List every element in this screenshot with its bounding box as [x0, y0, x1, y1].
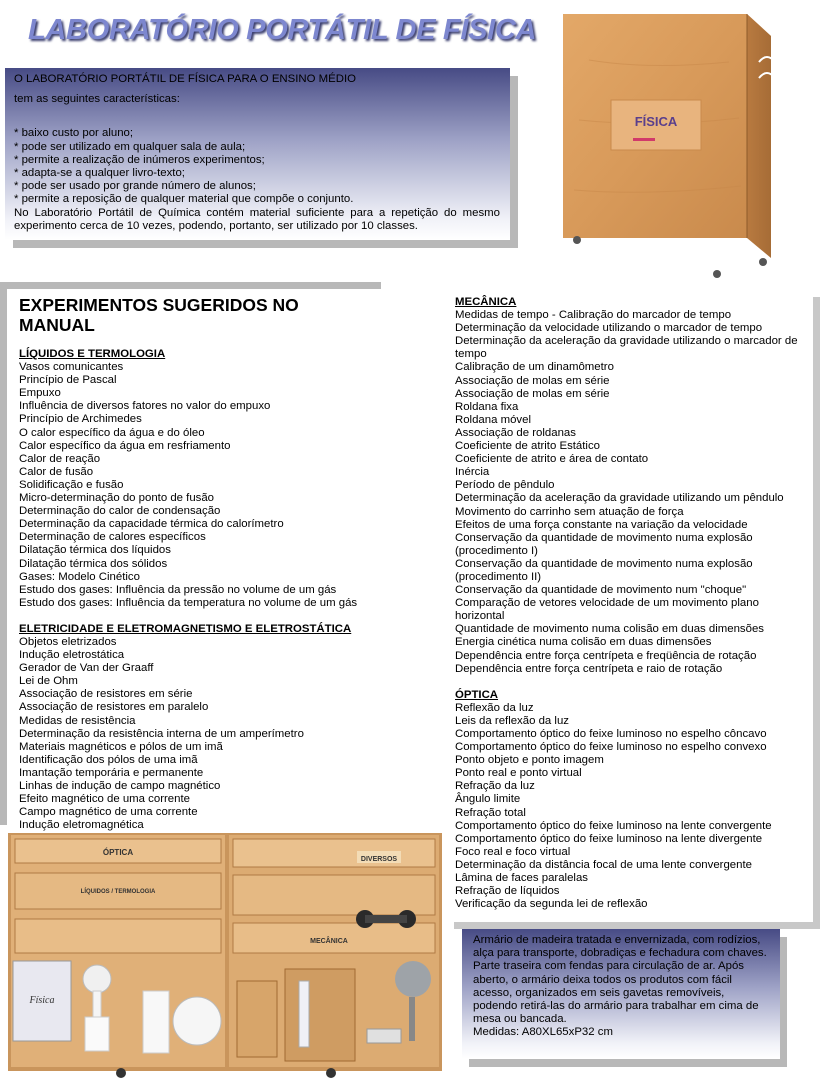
list-item: Determinação do calor de condensação: [19, 505, 221, 518]
intro-bullet: * permite a reposição de qualquer material que compõe o conjunto.: [14, 193, 354, 206]
experiments-heading: EXPERIMENTOS SUGERIDOS NO MANUAL: [19, 295, 299, 335]
list-item: Associação de roldanas: [455, 426, 576, 439]
description-box: [462, 929, 780, 1059]
intro-line-2: tem as seguintes características:: [14, 93, 180, 106]
list-item: Inércia: [455, 466, 490, 479]
intro-line-1: O LABORATÓRIO PORTÁTIL DE FÍSICA PARA O ENSINO MÉDIO: [14, 73, 356, 85]
list-item: Coeficiente de atrito e área de contato: [455, 453, 649, 466]
list-item: Campo magnético de uma corrente: [19, 806, 198, 819]
list-item: Determinação de calores específicos: [19, 531, 206, 544]
list-item: Comparação de vetores velocidade de um movimento plano horizontal: [455, 597, 759, 623]
intro-closing: No Laboratório Portátil de Química contém material suficiente para a repetição do mesmo experimento cerca de 10 vezes, podendo, portanto, ser utilizado por 10 classes.: [14, 206, 500, 232]
list-item: Refração de líquidos: [455, 885, 560, 898]
list-item: Conservação da quantidade de movimento numa explosão (procedimento II): [455, 557, 753, 583]
intro-box: [5, 68, 510, 240]
list-item: Linhas de indução de campo magnético: [19, 780, 221, 792]
list-item: Foco real e foco virtual: [455, 845, 571, 858]
list-item: Conservação da quantidade de movimento num "choque": [455, 584, 747, 597]
list-item: Vasos comunicantes: [19, 361, 124, 374]
list-item: Calibração de um dinamômetro: [455, 361, 614, 374]
list-item: Indução eletromagnética: [19, 819, 144, 832]
list-item: Imantação temporária e permanente: [19, 766, 204, 779]
section-title-optica: ÓPTICA: [455, 688, 499, 701]
intro-bullet: * baixo custo por aluno;: [14, 127, 134, 140]
list-item: Gerador de Van der Graaff: [19, 662, 154, 675]
list-item: Solidificação e fusão: [19, 478, 124, 491]
list-item: Associação de resistores em série: [19, 688, 193, 701]
section-title-eletricidade: ELETRICIDADE E ELETROMAGNETISMO E ELETROSTÁTICA: [19, 622, 352, 635]
list-item: Movimento do carrinho sem atuação de força: [455, 505, 684, 518]
list-item: Roldana fixa: [455, 400, 519, 413]
dimensions-text: Medidas: A80XL65xP32 cm: [473, 1026, 613, 1039]
list-item: Princípio de Pascal: [19, 374, 117, 387]
list-item: Comportamento óptico do feixe luminoso na lente convergente: [455, 819, 772, 832]
list-item: Coeficiente de atrito Estático: [455, 440, 600, 453]
list-item: Micro-determinação do ponto de fusão: [19, 492, 215, 505]
intro-bullet: * pode ser usado por grande número de alunos;: [14, 180, 256, 193]
list-item: Associação de resistores em paralelo: [19, 701, 209, 714]
intro-bullet: * permite a realização de inúmeros experimentos;: [14, 153, 265, 166]
list-item: Determinação da velocidade utilizando o marcador de tempo: [455, 322, 763, 335]
intro-bullet: * adapta-se a qualquer livro-texto;: [14, 167, 185, 180]
list-item: Determinação da distância focal de uma lente convergente: [455, 858, 752, 871]
list-item: Determinação da resistência interna de um amperímetro: [19, 727, 304, 740]
list-item: Calor de fusão: [19, 465, 94, 478]
right-experiments-panel: [447, 290, 813, 922]
list-item: Dilatação térmica dos líquidos: [19, 544, 171, 557]
cabinet-illustration: [549, 0, 787, 283]
list-item: O calor específico da água e do óleo: [19, 426, 205, 439]
list-item: Dilatação térmica dos sólidos: [19, 557, 168, 570]
list-item: Refração da luz: [455, 780, 535, 793]
list-item: Leis da reflexão da luz: [455, 714, 569, 727]
open-cabinet-photo: [5, 831, 445, 1080]
list-item: Efeito magnético de uma corrente: [19, 793, 190, 806]
list-item: Objetos eletrizados: [19, 635, 117, 648]
intro-bullet-list: [14, 127, 500, 206]
list-item: Dependência entre força centrípeta e raio de rotação: [455, 662, 723, 675]
list-item: Ponto objeto e ponto imagem: [455, 754, 604, 767]
list-item: Lâmina de faces paralelas: [455, 872, 588, 885]
section-title-mecanica: MECÂNICA: [455, 296, 517, 308]
list-item: Comportamento óptico do feixe luminoso no espelho côncavo: [455, 728, 767, 740]
cabinet-photo: [549, 0, 787, 283]
description-text: Armário de madeira tratada e envernizada, com rodízios, alça para transporte, dobradiças e fechadura com chaves. Parte traseira com fendas para circulação de ar. Após aberto, o armário deixa todos os produtos com fácil acesso, organizados em seis gavetas removíveis, podendo retirá-las do armário para trabalhar em cima de mesa ou bancada.: [473, 934, 767, 1026]
list-item: Calor específico da água em resfriamento: [19, 439, 231, 452]
list-item: Período de pêndulo: [455, 479, 555, 492]
list-item: Comportamento óptico do feixe luminoso na lente divergente: [455, 832, 763, 845]
list-item: Determinação da aceleração da gravidade utilizando um pêndulo: [455, 492, 784, 505]
list-item: Determinação da aceleração da gravidade utilizando o marcador de tempo: [455, 335, 798, 361]
list-item: Dependência entre força centrípeta e freqüência de rotação: [455, 649, 757, 662]
list-item: Estudo dos gases: Influência da pressão no volume de um gás: [19, 583, 337, 596]
list-item: Conservação da quantidade de movimento numa explosão (procedimento I): [455, 531, 753, 557]
manual-label: Física: [29, 995, 55, 1006]
page-title: LABORATÓRIO PORTÁTIL DE FÍSICA: [28, 14, 537, 46]
list-item: Ângulo limite: [455, 793, 521, 806]
list-item: Estudo dos gases: Influência da temperatura no volume de um gás: [19, 596, 358, 609]
list-item: Comportamento óptico do feixe luminoso no espelho convexo: [455, 741, 767, 754]
list-item: Medidas de resistência: [19, 714, 136, 727]
list-item: Influência de diversos fatores no valor do empuxo: [19, 400, 271, 413]
list-item: Determinação da capacidade térmica do calorímetro: [19, 518, 284, 531]
list-item: Identificação dos pólos de uma imã: [19, 753, 198, 766]
left-experiments-panel: [7, 289, 388, 832]
drawer-label-liquidos: LÍQUIDOS / TERMOLOGIA: [80, 889, 156, 895]
list-item: Refração total: [455, 806, 526, 819]
list-item: Empuxo: [19, 387, 61, 400]
list-item: Lei de Ohm: [19, 675, 78, 688]
list-item: Energia cinética numa colisão em duas dimensões: [455, 636, 712, 649]
intro-bullet: * pode ser utilizado em qualquer sala de aula;: [14, 140, 246, 153]
list-item: Ponto real e ponto virtual: [455, 767, 582, 780]
list-item: Associação de molas em série: [455, 374, 610, 387]
list-item: Reflexão da luz: [455, 701, 534, 714]
list-item: Efeitos de uma força constante na variação da velocidade: [455, 518, 748, 531]
open-cabinet-illustration: [5, 831, 445, 1080]
list-item: Princípio de Archimedes: [19, 413, 142, 426]
list-item: Gases: Modelo Cinético: [19, 570, 140, 583]
list-item: Quantidade de movimento numa colisão em duas dimensões: [455, 623, 764, 636]
cabinet-label: FÍSICA: [634, 114, 678, 129]
list-item: Associação de molas em série: [455, 387, 610, 400]
list-item: Roldana móvel: [455, 413, 531, 426]
list-item: Materiais magnéticos e pólos de um imã: [19, 740, 223, 753]
drawer-label-optica: ÓPTICA: [102, 848, 134, 857]
list-item: Medidas de tempo - Calibração do marcador de tempo: [455, 309, 732, 322]
list-item: Verificação da segunda lei de reflexão: [455, 898, 648, 911]
drawer-label-mecanica: MECÂNICA: [310, 938, 348, 945]
list-item: Calor de reação: [19, 452, 101, 465]
section-title-liquidos: LÍQUIDOS E TERMOLOGIA: [19, 348, 166, 360]
drawer-label-diversos: DIVERSOS: [360, 856, 398, 863]
list-item: Indução eletrostática: [19, 649, 125, 662]
